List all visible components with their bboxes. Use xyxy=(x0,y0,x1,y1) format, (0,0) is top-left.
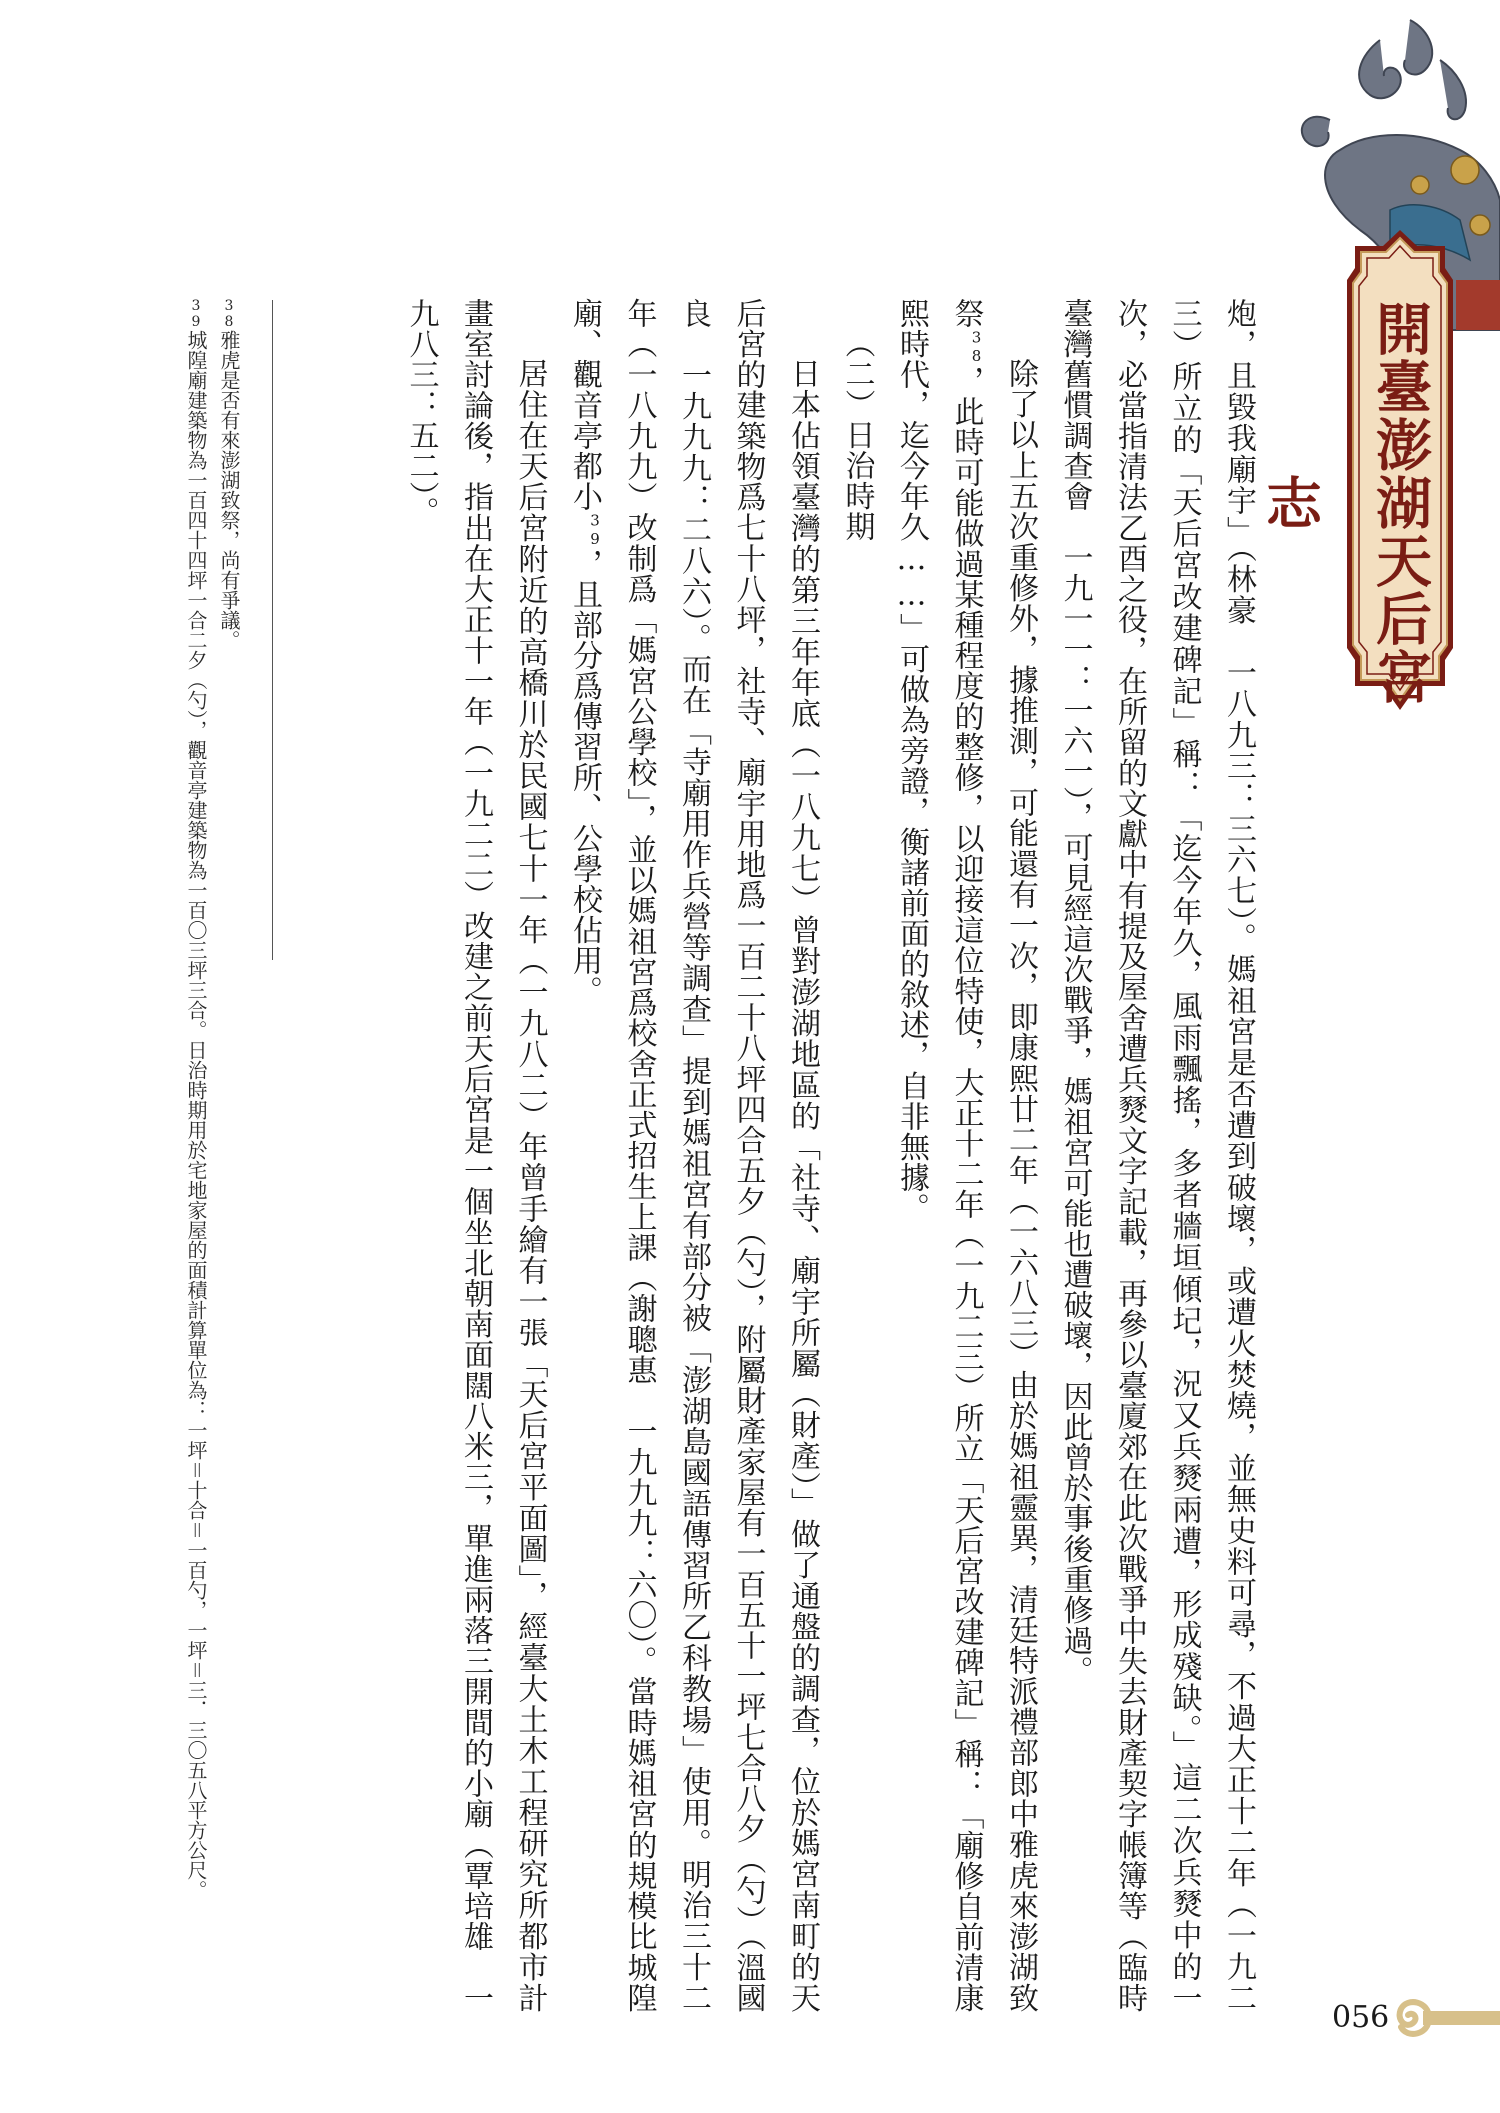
footnote-38 xyxy=(212,298,245,2013)
book-title: 開臺澎湖天后宮志 xyxy=(1257,299,1433,706)
scroll-ornament-icon xyxy=(1393,1983,1500,2053)
paragraph-3-text-a: 日本佔領臺灣的第三年年底（一八九七）曾對澎湖地區的「社寺、廟宇所屬（財產）」做了通盤的調查，位於媽宮南町的天后宮的建築物爲七十八坪，社寺、廟宇用地爲一百二十八坪四合五夕（勺），附屬財產家屋有一百五十一坪七合八夕（勺）（溫國良 一九九九：二八六）。而在「寺廟用作兵營等調查」提到媽祖宮有部分被「澎湖島國語傳習所乙科教場」使用。明治三十二年（一八九九）改制爲「媽宮公學校」，並以媽祖宮爲校舍正式招生上課（謝聰惠 一九九九：六〇）。當時媽祖宮的規模比城隍廟、觀音亭都小 xyxy=(567,298,820,2013)
footnote-number: 38 xyxy=(221,298,237,330)
paragraph-4: 居住在天后宮附近的高橋川於民國七十一年（一九八二）年曾手繪有一張「天后宮平面圖」，經臺大土木工程研究所都市計畫室討論後，指出在大正十一年（一九二二）改建之前天后宮是一個坐北朝南面闊八米三，單進兩落三開間的小廟（覃培雄 一九八三：五二）。 xyxy=(403,298,548,2013)
footnote-number: 39 xyxy=(188,298,204,330)
footnote-text: 雅虎是否有來澎湖致祭，尚有爭議。 xyxy=(217,330,241,650)
paragraph-2-text-a: 除了以上五次重修外，據推測，可能還有一次，即康熙廿二年（一六八三）由於媽祖靈異，清廷特派禮部郎中雅虎來澎湖致祭 xyxy=(948,298,1038,2013)
page-number: 056 xyxy=(1332,2000,1390,2035)
paragraph-1: 炮，且毀我廟宇」（林豪 一八九三：三六七）。媽祖宮是否遭到破壞，或遭火焚燒，並無史料可尋，不過大正十二年（一九二三）所立的「天后宮改建碑記」稱：「迄今年久，風雨飄搖，多者牆垣傾圮，況又兵燹兩遭，形成殘缺。」這二次兵燹中的一次，必當指清法乙酉之役，在所留的文獻中有提及屋舍遭兵燹文字記載，再參以臺廈郊在此次戰爭中失去財產契字帳簿等（臨時臺灣舊慣調查會 一九一一：一六一），可見經這次戰爭，媽祖宮可能也遭破壞，因此曾於事後重修過。 xyxy=(1057,298,1256,2013)
body-text xyxy=(403,298,1265,2014)
footnote-ref-38[interactable]: 38 xyxy=(967,328,986,366)
paragraph-3 xyxy=(557,298,830,2013)
section-heading: （二）日治時期 xyxy=(839,328,875,542)
footnote-divider xyxy=(272,300,273,960)
book-title-banner xyxy=(1257,228,1455,713)
footnote-text: 城隍廟建築物為一百四十四坪一合二夕（勺），觀音亭建築物為一百〇三坪三合。日治時期用於宅地家屋的面積計算單位為：一坪＝十合＝一百勺，一坪＝三．三〇五八平方公尺。 xyxy=(184,330,208,1900)
footnotes xyxy=(145,298,245,2013)
paragraph-2 xyxy=(884,298,1048,2013)
paragraph-3-text-b: ，且部分爲傳習所、公學校佔用。 xyxy=(567,548,602,1006)
footnote-ref-39[interactable]: 39 xyxy=(586,511,604,549)
footnote-39 xyxy=(179,298,212,2013)
paragraph-2-text-b: ，此時可能做過某種程度的整修，以迎接這位特使，大正十二年（一九二三）所立「天后宮改建碑記」稱：「廟修自前清康熙時代，迄今年久……」可做為旁證，衡諸前面的敘述，自非無據。 xyxy=(894,298,984,2014)
